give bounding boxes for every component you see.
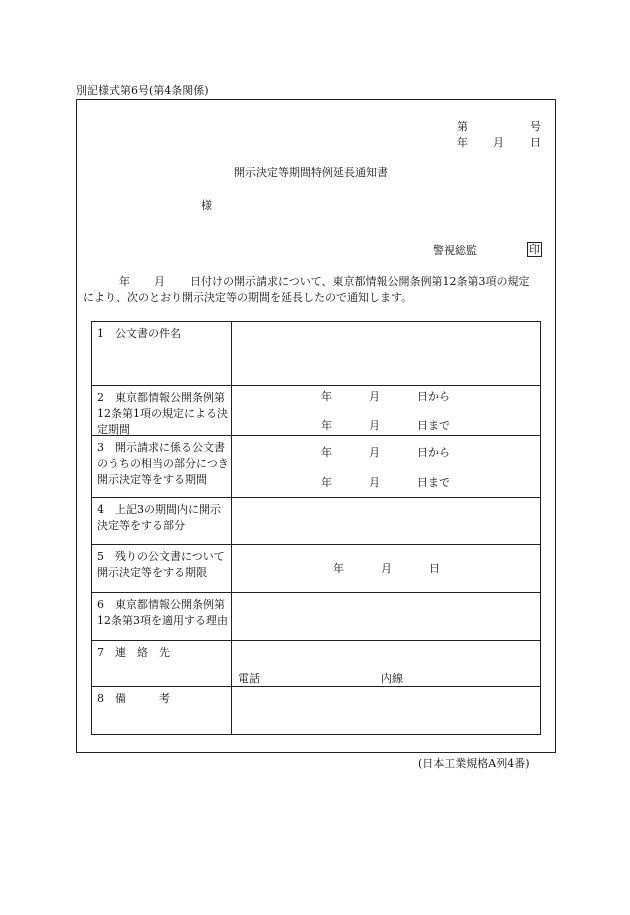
body-month: 月 — [154, 275, 165, 288]
to-month: 月 — [369, 419, 380, 432]
extension-label: 内線 — [381, 672, 403, 685]
to-tail: 日まで — [417, 476, 450, 489]
items-table — [91, 321, 541, 735]
addressee-honorific: 様 — [201, 199, 212, 212]
table-row — [92, 641, 541, 687]
deadline-month: 月 — [381, 562, 392, 575]
table-row — [92, 322, 541, 386]
table-row — [92, 545, 541, 593]
table-row — [92, 498, 541, 545]
table-row — [92, 593, 541, 641]
from-month: 月 — [369, 446, 380, 459]
table-row — [92, 386, 541, 436]
issuer-name: 警視総監 — [433, 244, 477, 257]
to-year: 年 — [321, 476, 332, 489]
from-year: 年 — [321, 446, 332, 459]
item-label-cell — [92, 687, 232, 735]
item-label-cell — [92, 386, 232, 436]
item-label-cell — [92, 641, 232, 687]
deadline-year: 年 — [333, 562, 344, 575]
number-prefix: 第 — [457, 120, 468, 133]
item-value-cell[interactable] — [232, 498, 541, 545]
phone-label: 電話 — [238, 672, 260, 685]
body-line2: により、次のとおり開示決定等の期間を延長したので通知します。 — [83, 291, 413, 304]
item-value-cell[interactable] — [232, 641, 541, 687]
to-tail: 日まで — [417, 419, 450, 432]
date-month: 月 — [493, 136, 504, 149]
item-value-cell[interactable] — [232, 545, 541, 593]
from-month: 月 — [369, 390, 380, 403]
form-id: 別記様式第6号(第4条関係) — [76, 84, 209, 97]
item-label: 6 東京都情報公開条例第12条第3項を適用する理由 — [97, 598, 228, 627]
item-label: 1 公文書の件名 — [97, 327, 181, 340]
date-day: 日 — [530, 136, 541, 149]
to-year: 年 — [321, 419, 332, 432]
body-line1: 日付けの開示請求について、東京都情報公開条例第12条第3項の規定 — [190, 275, 530, 288]
date-year: 年 — [457, 136, 468, 149]
seal-mark: 印 — [529, 243, 540, 256]
item-label-cell — [92, 436, 232, 498]
item-value-cell[interactable] — [232, 436, 541, 498]
from-tail: 日から — [417, 446, 450, 459]
table-row — [92, 687, 541, 735]
item-value-cell[interactable] — [232, 687, 541, 735]
document-title: 開示決定等期間特例延長通知書 — [234, 166, 388, 179]
item-label-cell — [92, 593, 232, 641]
item-label: 7 連 絡 先 — [97, 646, 170, 659]
item-label: 5 残りの公文書について開示決定等をする期限 — [97, 550, 225, 579]
item-label-cell — [92, 545, 232, 593]
to-month: 月 — [369, 476, 380, 489]
item-value-cell[interactable] — [232, 322, 541, 386]
body-year: 年 — [119, 275, 130, 288]
item-label-cell — [92, 498, 232, 545]
item-value-cell[interactable] — [232, 593, 541, 641]
table-row — [92, 436, 541, 498]
item-label: 8 備 考 — [97, 692, 170, 705]
item-label: 3 開示請求に係る公文書のうちの相当の部分につき開示決定等をする期間 — [97, 441, 229, 486]
from-year: 年 — [321, 390, 332, 403]
item-label: 4 上記3の期間内に開示決定等をする部分 — [97, 503, 221, 532]
paper-size-note: (日本工業規格A列4番) — [418, 757, 530, 770]
item-value-cell[interactable] — [232, 386, 541, 436]
item-label-cell — [92, 322, 232, 386]
number-suffix: 号 — [530, 120, 541, 133]
deadline-day: 日 — [429, 562, 440, 575]
item-label: 2 東京都情報公開条例第12条第1項の規定による決定期間 — [97, 391, 228, 436]
from-tail: 日から — [417, 390, 450, 403]
